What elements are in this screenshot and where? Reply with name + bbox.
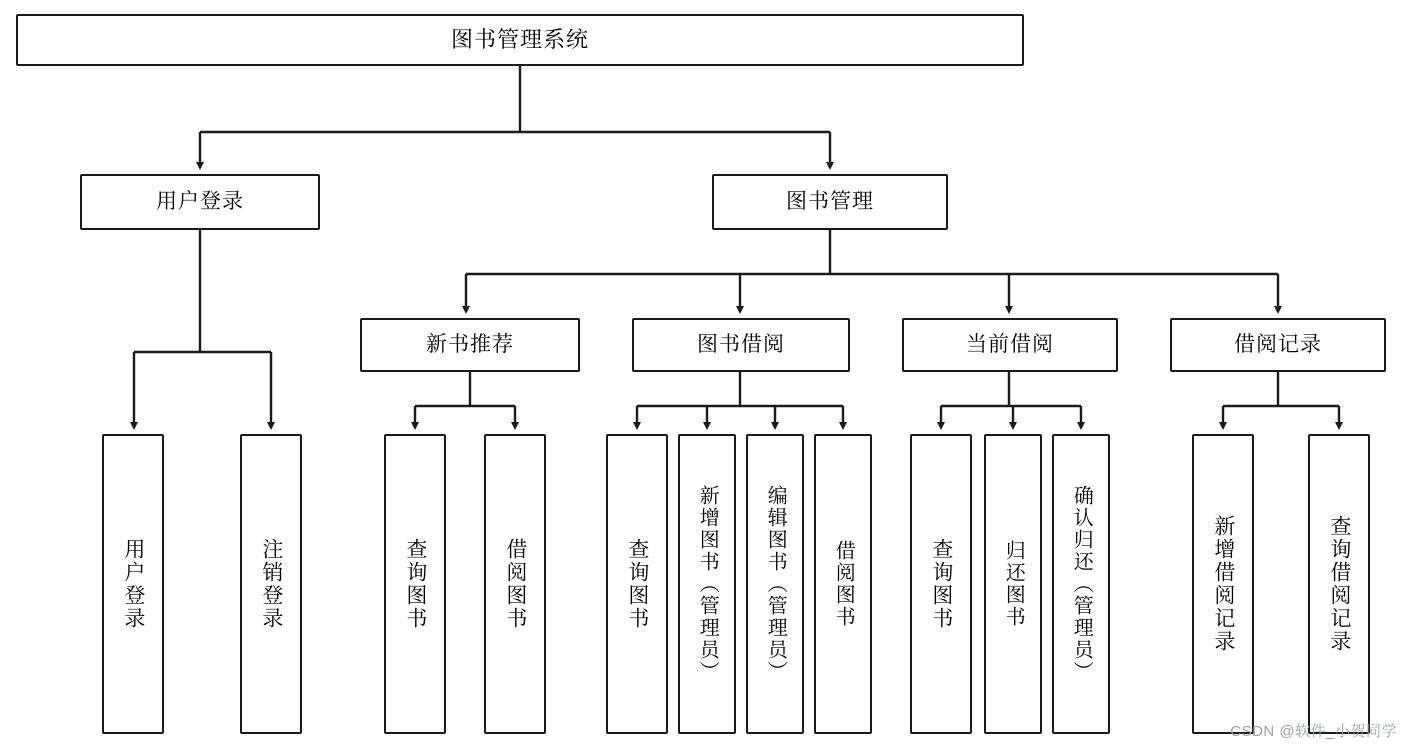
- node-label: 查询图书: [625, 538, 649, 630]
- node-label: 图书管理: [786, 190, 874, 214]
- node-leaf-borrow-book-1: [484, 434, 546, 734]
- node-leaf-edit-book: [746, 434, 804, 734]
- node-user-login: [80, 174, 320, 230]
- node-label: 用户登录: [121, 538, 145, 630]
- node-label: 借阅图书: [832, 540, 855, 628]
- node-leaf-query-book-1: [384, 434, 446, 734]
- node-label: 查询借阅记录: [1327, 515, 1351, 653]
- node-label: 借阅记录: [1234, 333, 1322, 357]
- node-label: 确认归还（管理员）: [1070, 485, 1093, 683]
- node-leaf-user-login: [102, 434, 164, 734]
- watermark: CSDN @软件_小贺同学: [1230, 723, 1397, 740]
- node-leaf-add-borrow-record: [1192, 434, 1254, 734]
- node-label: 图书管理系统: [450, 26, 589, 52]
- node-leaf-return-book: [984, 434, 1042, 734]
- node-label: 用户登录: [156, 190, 244, 214]
- node-label: 归还图书: [1002, 540, 1025, 628]
- node-label: 注销登录: [259, 538, 283, 630]
- node-leaf-add-book: [678, 434, 736, 734]
- node-book-borrow: [632, 318, 850, 372]
- node-leaf-query-book-3: [910, 434, 972, 734]
- node-label: 编辑图书（管理员）: [764, 485, 787, 683]
- node-label: 新书推荐: [426, 333, 514, 357]
- node-label: 图书借阅: [697, 333, 785, 357]
- node-label: 新增图书（管理员）: [696, 485, 719, 683]
- node-borrow-record: [1170, 318, 1386, 372]
- node-current-borrow: [902, 318, 1118, 372]
- node-leaf-borrow-book-2: [814, 434, 872, 734]
- node-leaf-query-book-2: [606, 434, 668, 734]
- node-label: 借阅图书: [503, 538, 527, 630]
- node-new-book-recommend: [360, 318, 580, 372]
- node-leaf-confirm-return: [1052, 434, 1110, 734]
- node-label: 查询图书: [929, 538, 953, 630]
- node-label: 当前借阅: [966, 333, 1054, 357]
- node-label: 新增借阅记录: [1211, 515, 1235, 653]
- node-root: [16, 14, 1024, 66]
- node-label: 查询图书: [403, 538, 427, 630]
- node-book-manage: [712, 174, 948, 230]
- node-leaf-logout: [240, 434, 302, 734]
- node-leaf-query-borrow-record: [1308, 434, 1370, 734]
